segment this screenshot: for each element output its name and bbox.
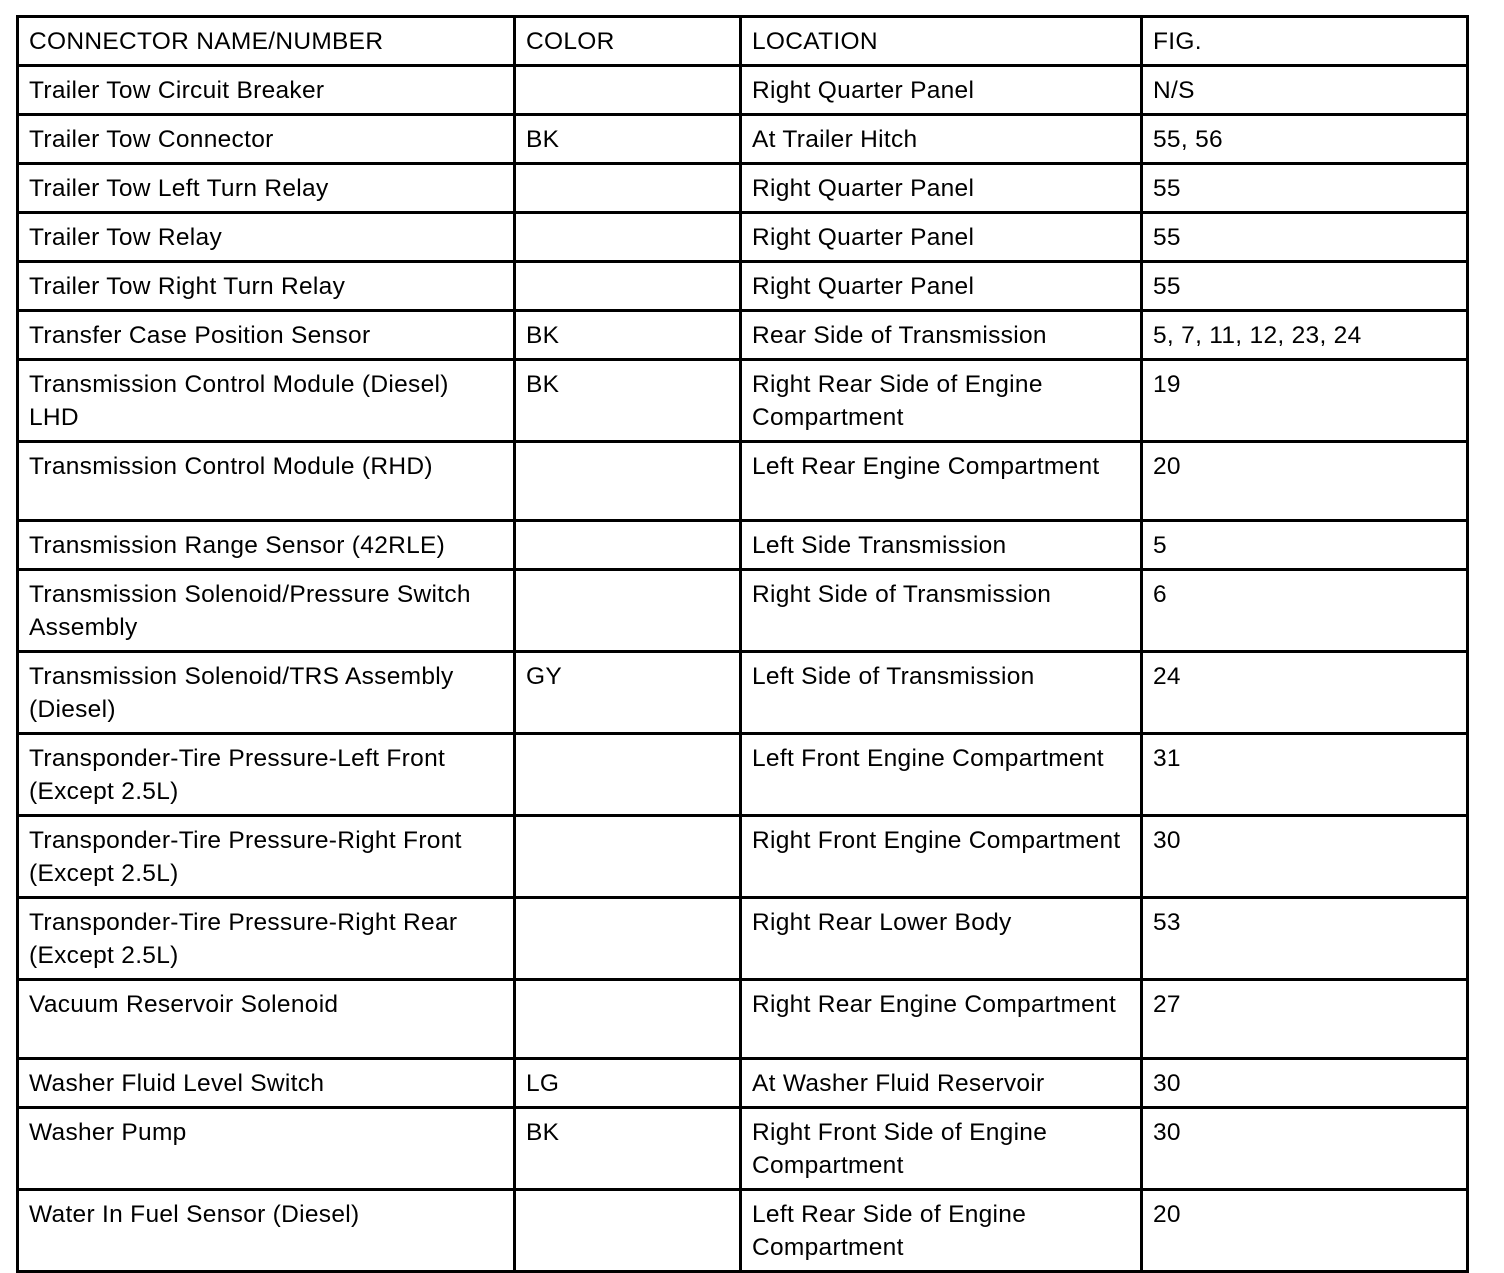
table-row bbox=[18, 442, 1468, 521]
header-fig: FIG. bbox=[1142, 17, 1468, 66]
table-body bbox=[18, 66, 1468, 1272]
table-row bbox=[18, 980, 1468, 1059]
cell-color bbox=[515, 66, 741, 115]
cell-fig: 20 bbox=[1142, 1190, 1468, 1272]
table-row bbox=[18, 311, 1468, 360]
cell-location: Left Side Transmission bbox=[741, 521, 1142, 570]
cell-location: Left Side of Transmission bbox=[741, 652, 1142, 734]
cell-location: Right Quarter Panel bbox=[741, 66, 1142, 115]
cell-connector-name: Transponder-Tire Pressure-Right Rear (Except 2.5L) bbox=[18, 898, 515, 980]
table-row bbox=[18, 816, 1468, 898]
cell-location: Right Rear Lower Body bbox=[741, 898, 1142, 980]
table-row bbox=[18, 1108, 1468, 1190]
cell-connector-name: Transponder-Tire Pressure-Right Front (Except 2.5L) bbox=[18, 816, 515, 898]
cell-location: Left Rear Side of Engine Compartment bbox=[741, 1190, 1142, 1272]
table-row bbox=[18, 898, 1468, 980]
cell-location: Right Front Side of Engine Compartment bbox=[741, 1108, 1142, 1190]
cell-location: Right Rear Engine Compartment bbox=[741, 980, 1142, 1059]
cell-color bbox=[515, 262, 741, 311]
table-row bbox=[18, 164, 1468, 213]
table-row bbox=[18, 521, 1468, 570]
cell-fig: N/S bbox=[1142, 66, 1468, 115]
cell-location: At Washer Fluid Reservoir bbox=[741, 1059, 1142, 1108]
cell-location: Right Quarter Panel bbox=[741, 213, 1142, 262]
cell-color bbox=[515, 164, 741, 213]
table-row bbox=[18, 213, 1468, 262]
cell-color bbox=[515, 898, 741, 980]
cell-connector-name: Transmission Range Sensor (42RLE) bbox=[18, 521, 515, 570]
cell-fig: 31 bbox=[1142, 734, 1468, 816]
cell-fig: 30 bbox=[1142, 1108, 1468, 1190]
cell-color: BK bbox=[515, 115, 741, 164]
cell-fig: 5 bbox=[1142, 521, 1468, 570]
table-row bbox=[18, 570, 1468, 652]
cell-location: Right Side of Transmission bbox=[741, 570, 1142, 652]
cell-fig: 55, 56 bbox=[1142, 115, 1468, 164]
cell-fig: 30 bbox=[1142, 1059, 1468, 1108]
cell-fig: 53 bbox=[1142, 898, 1468, 980]
cell-color bbox=[515, 980, 741, 1059]
cell-fig: 27 bbox=[1142, 980, 1468, 1059]
cell-fig: 55 bbox=[1142, 164, 1468, 213]
cell-location: Right Front Engine Compartment bbox=[741, 816, 1142, 898]
table-row bbox=[18, 360, 1468, 442]
cell-location: Right Quarter Panel bbox=[741, 262, 1142, 311]
connector-location-table-container bbox=[16, 15, 1469, 1273]
cell-location: At Trailer Hitch bbox=[741, 115, 1142, 164]
cell-connector-name: Transmission Control Module (Diesel) LHD bbox=[18, 360, 515, 442]
cell-color bbox=[515, 521, 741, 570]
cell-fig: 55 bbox=[1142, 262, 1468, 311]
cell-connector-name: Vacuum Reservoir Solenoid bbox=[18, 980, 515, 1059]
cell-color bbox=[515, 442, 741, 521]
cell-color: BK bbox=[515, 360, 741, 442]
table-row bbox=[18, 1059, 1468, 1108]
cell-fig: 5, 7, 11, 12, 23, 24 bbox=[1142, 311, 1468, 360]
cell-fig: 20 bbox=[1142, 442, 1468, 521]
cell-color: GY bbox=[515, 652, 741, 734]
cell-location: Left Rear Engine Compartment bbox=[741, 442, 1142, 521]
cell-color bbox=[515, 1190, 741, 1272]
table-row bbox=[18, 66, 1468, 115]
cell-connector-name: Transponder-Tire Pressure-Left Front (Except 2.5L) bbox=[18, 734, 515, 816]
cell-connector-name: Trailer Tow Circuit Breaker bbox=[18, 66, 515, 115]
cell-fig: 30 bbox=[1142, 816, 1468, 898]
cell-connector-name: Transmission Control Module (RHD) bbox=[18, 442, 515, 521]
table-row bbox=[18, 262, 1468, 311]
cell-connector-name: Transmission Solenoid/TRS Assembly (Diesel) bbox=[18, 652, 515, 734]
cell-fig: 24 bbox=[1142, 652, 1468, 734]
cell-connector-name: Washer Fluid Level Switch bbox=[18, 1059, 515, 1108]
cell-connector-name: Trailer Tow Relay bbox=[18, 213, 515, 262]
cell-fig: 6 bbox=[1142, 570, 1468, 652]
connector-location-table bbox=[16, 15, 1469, 1273]
cell-connector-name: Trailer Tow Connector bbox=[18, 115, 515, 164]
table-header-row bbox=[18, 17, 1468, 66]
cell-location: Right Quarter Panel bbox=[741, 164, 1142, 213]
cell-color: LG bbox=[515, 1059, 741, 1108]
table-row bbox=[18, 734, 1468, 816]
cell-location: Right Rear Side of Engine Compartment bbox=[741, 360, 1142, 442]
cell-fig: 19 bbox=[1142, 360, 1468, 442]
cell-color bbox=[515, 734, 741, 816]
cell-color bbox=[515, 570, 741, 652]
header-connector-name: CONNECTOR NAME/NUMBER bbox=[18, 17, 515, 66]
cell-color: BK bbox=[515, 1108, 741, 1190]
cell-color bbox=[515, 213, 741, 262]
cell-connector-name: Transmission Solenoid/Pressure Switch Assembly bbox=[18, 570, 515, 652]
cell-connector-name: Transfer Case Position Sensor bbox=[18, 311, 515, 360]
header-color: COLOR bbox=[515, 17, 741, 66]
cell-connector-name: Trailer Tow Right Turn Relay bbox=[18, 262, 515, 311]
table-row bbox=[18, 1190, 1468, 1272]
cell-location: Rear Side of Transmission bbox=[741, 311, 1142, 360]
cell-connector-name: Trailer Tow Left Turn Relay bbox=[18, 164, 515, 213]
cell-connector-name: Water In Fuel Sensor (Diesel) bbox=[18, 1190, 515, 1272]
table-row bbox=[18, 115, 1468, 164]
table-row bbox=[18, 652, 1468, 734]
header-location: LOCATION bbox=[741, 17, 1142, 66]
cell-connector-name: Washer Pump bbox=[18, 1108, 515, 1190]
cell-color: BK bbox=[515, 311, 741, 360]
cell-fig: 55 bbox=[1142, 213, 1468, 262]
cell-location: Left Front Engine Compartment bbox=[741, 734, 1142, 816]
cell-color bbox=[515, 816, 741, 898]
